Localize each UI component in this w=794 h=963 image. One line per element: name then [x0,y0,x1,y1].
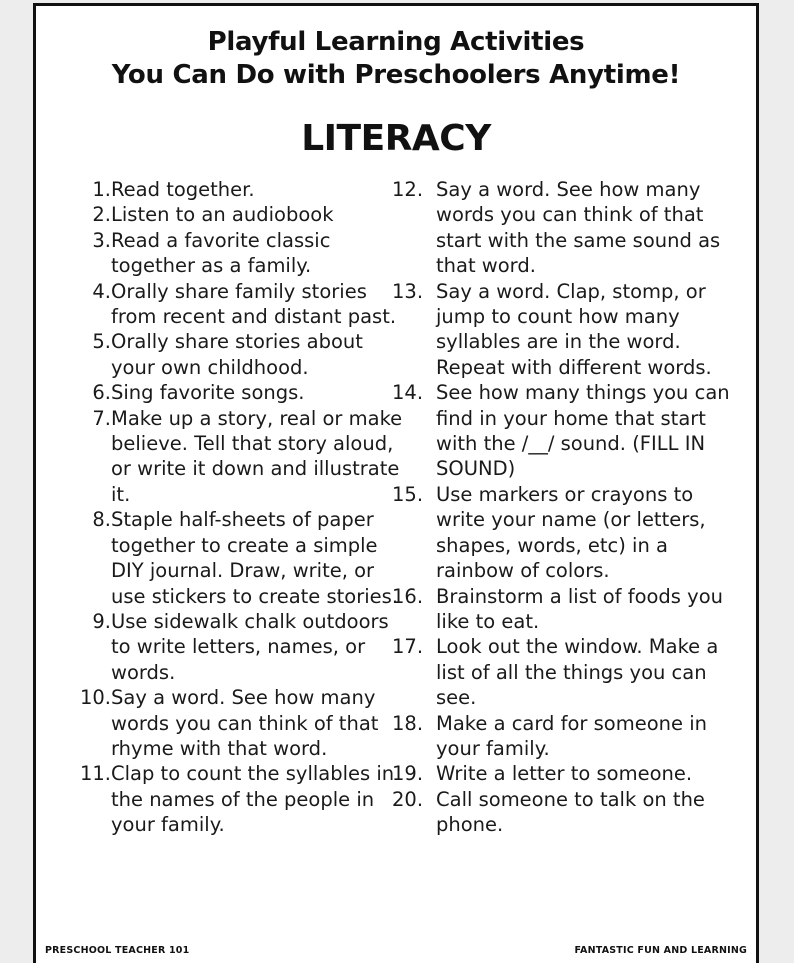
activity-item [73,202,403,227]
activity-item [392,482,732,584]
activity-item [73,228,403,279]
activity-item [73,329,403,380]
activity-number: 13. [392,279,424,303]
activity-sheet [33,3,759,963]
activity-number: 2. [92,203,111,227]
activity-item [392,380,732,482]
activity-number: 10. [79,686,111,710]
activity-number: 19. [392,762,424,786]
activity-number: 1. [92,178,111,201]
activity-number: 8. [92,508,111,532]
activity-number: 16. [392,584,424,608]
activity-number: 3. [92,228,111,252]
activity-item [392,761,732,786]
activity-item [73,380,403,405]
activity-text: Read together. [111,178,255,201]
activity-text: See how many things you can find in your home that start with the /__/ sound. (FILL IN SOUND) [436,381,730,481]
activity-text: Say a word. Clap, stomp, or jump to count how many syllables are in the word. Repeat with different words. [436,279,712,379]
activity-number: 14. [392,381,424,405]
activity-item [392,584,732,635]
activity-text: Listen to an audiobook [111,203,334,227]
activity-item [392,177,732,279]
footer-left-credit: PRESCHOOL TEACHER 101 [45,945,190,956]
activity-number: 11. [79,762,111,786]
section-heading: LITERACY [301,118,491,159]
activity-text: Brainstorm a list of foods you like to eat. [436,584,723,633]
activity-text: Staple half-sheets of paper together to create a simple DIY journal. Draw, write, or use stickers to create stories. [111,508,399,608]
activity-text: Say a word. See how many words you can think of that start with the same sound as that word. [436,178,721,278]
activity-number: 9. [92,609,111,633]
activity-item [73,507,403,609]
right-activity-list [392,177,732,838]
activity-text: Make a card for someone in your family. [436,711,707,760]
activity-text: Call someone to talk on the phone. [436,787,705,837]
activity-item [392,634,732,710]
activity-item [73,279,403,330]
activity-text: Use markers or crayons to write your name (or letters, shapes, words, etc) in a rainbow of colors. [436,482,706,583]
activity-text: Look out the window. Make a list of all the things you can see. [436,635,719,710]
activity-number: 12. [392,178,424,201]
activity-item [392,787,732,838]
left-activity-list [73,177,403,838]
activity-text: Orally share family stories from recent and distant past. [111,279,397,329]
activity-number: 4. [92,279,111,303]
activity-number: 18. [392,711,424,735]
activity-item [392,279,732,381]
activity-item [73,406,403,508]
activity-item [73,685,403,761]
activity-text: Read a favorite classic together as a family. [111,228,331,278]
activity-item [73,609,403,685]
activity-text: Sing favorite songs. [111,381,305,405]
activity-text: Orally share stories about your own childhood. [111,330,363,379]
activity-text: Clap to count the syllables in the names of the people in your family. [111,762,395,837]
activity-number: 20. [392,787,424,811]
activity-text: Use sidewalk chalk outdoors to write letters, names, or words. [111,609,389,684]
title-line-1: Playful Learning Activities [207,27,585,57]
activity-item [73,761,403,837]
activity-text: Write a letter to someone. [436,762,693,786]
activity-text: Say a word. See how many words you can think of that rhyme with that word. [111,686,379,760]
activity-number: 6. [92,381,111,405]
activity-number: 17. [392,635,424,659]
activity-number: 15. [392,482,424,506]
activity-number: 7. [92,406,111,430]
activity-number: 5. [92,330,111,354]
title-line-2: You Can Do with Preschoolers Anytime! [111,60,681,90]
activity-text: Make up a story, real or make believe. Tell that story aloud, or write it down and illustrate it. [111,406,403,506]
activity-item [392,711,732,762]
activity-item [73,177,403,202]
footer-right-credit: FANTASTIC FUN AND LEARNING [574,945,747,956]
